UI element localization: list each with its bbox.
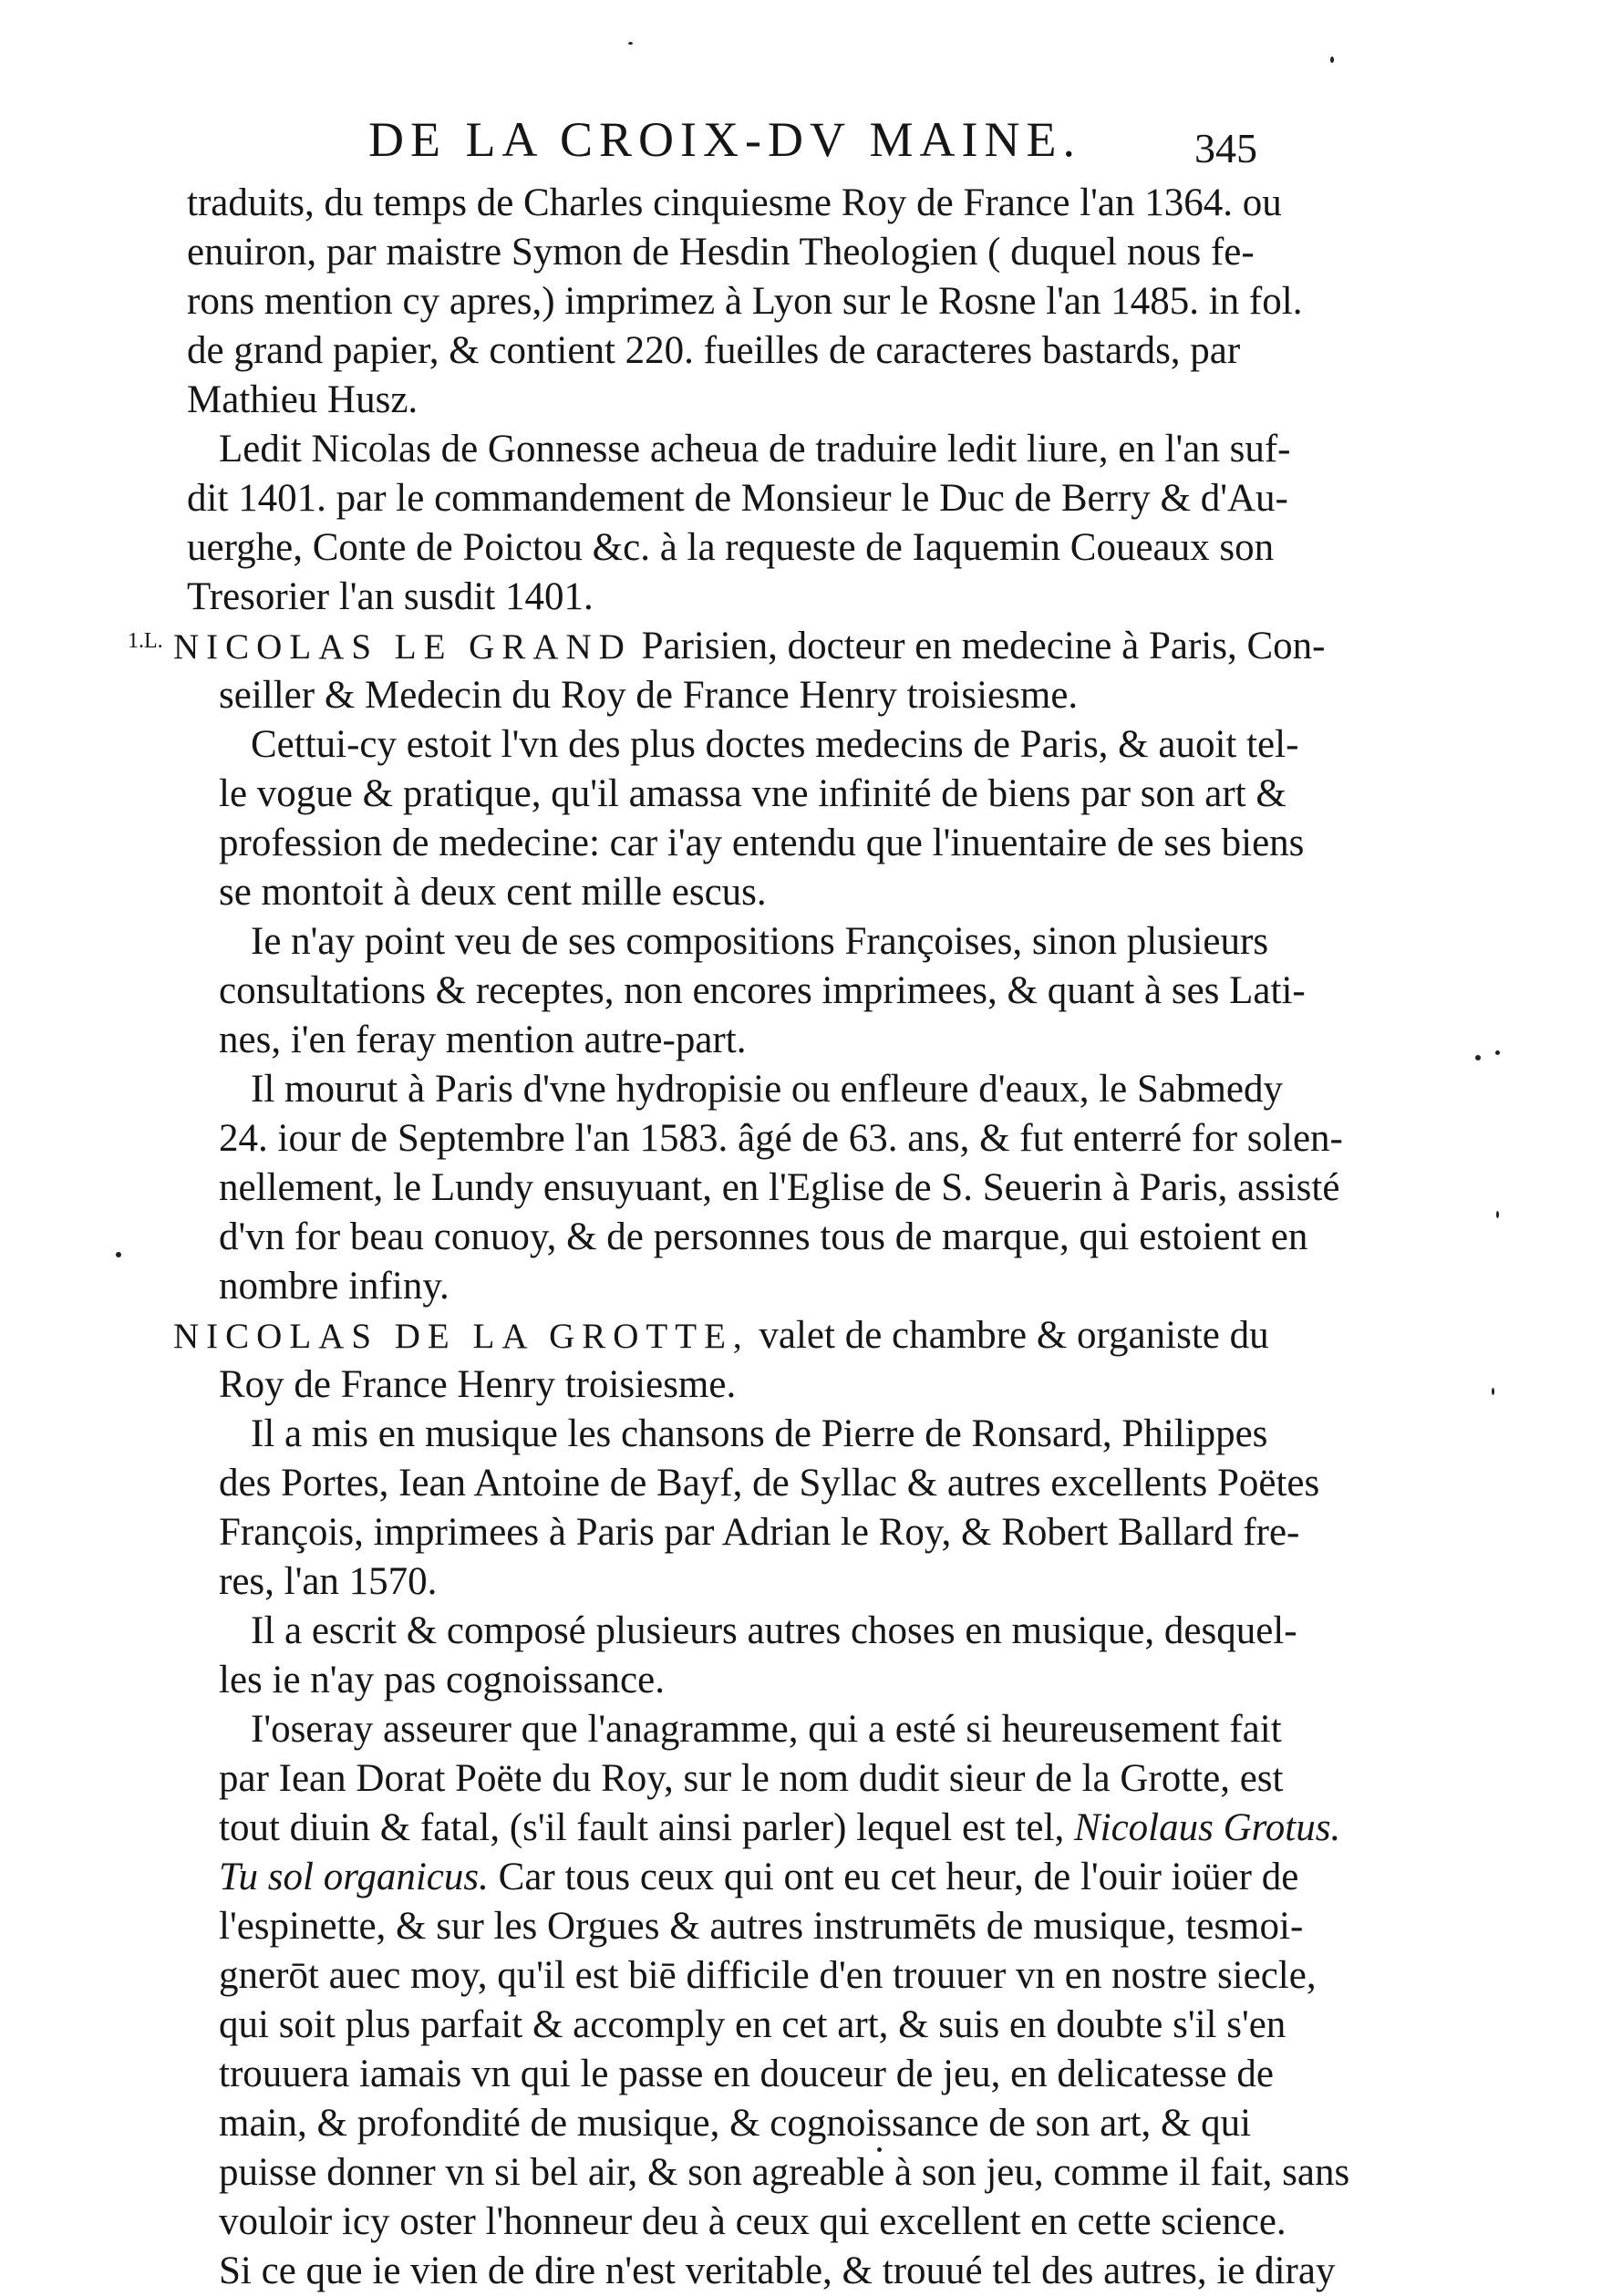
text-line: rons mention cy apres,) imprimez à Lyon sur le Rosne l'an 1485. in fol.	[187, 280, 1303, 323]
text-line: Ie n'ay point veu de ses compositions Françoises, sinon plusieurs	[251, 920, 1269, 963]
text-line: uerghe, Conte de Poictou &c. à la requeste de Iaquemin Coueaux son	[187, 526, 1275, 569]
text-line: I'oseray asseurer que l'anagramme, qui a esté si heureusement fait	[251, 1708, 1282, 1751]
ink-speck	[1496, 1211, 1499, 1218]
text-line: vouloir icy oster l'honneur deu à ceux qui excellent en cette science.	[219, 2200, 1286, 2243]
text-line	[219, 1853, 1298, 1902]
text-line: d'vn for beau conuoy, & de personnes tous de marque, qui estoient en	[219, 1215, 1308, 1258]
text-line: de grand papier, & contient 220. fueilles de caracteres bastards, par	[187, 329, 1241, 372]
text-line: Roy de France Henry troisiesme.	[219, 1363, 737, 1406]
margin-annotation: 1.L.	[128, 629, 163, 653]
text-line: traduits, du temps de Charles cinquiesme Roy de France l'an 1364. ou	[187, 181, 1282, 224]
entry-name: NICOLAS LE GRAND	[173, 627, 632, 667]
text-line: qui soit plus parfait & accomply en cet art, & suis en doubte s'il s'en	[219, 2003, 1286, 2046]
entry-heading-nicolas-le-grand	[173, 622, 1325, 672]
ink-speck	[628, 42, 633, 45]
text-line: l'espinette, & sur les Orgues & autres instrumēts de musique, tesmoi-	[219, 1905, 1304, 1948]
text-line: Cettui-cy estoit l'vn des plus doctes medecins de Paris, & auoit tel-	[251, 723, 1299, 766]
anagram-result: Tu sol organicus.	[219, 1856, 489, 1898]
entry-description: valet de chambre & organiste du	[749, 1314, 1269, 1357]
text-line: main, & profondité de musique, & cognoissance de son art, & qui	[219, 2102, 1252, 2145]
text-line: François, imprimees à Paris par Adrian le Roy, & Robert Ballard fre-	[219, 1511, 1300, 1554]
text-line: Il mourut à Paris d'vne hydropisie ou enfleure d'eaux, le Sabmedy	[251, 1068, 1284, 1111]
text-line: enuiron, par maistre Symon de Hesdin Theologien ( duquel nous fe-	[187, 231, 1255, 274]
text-line: par Iean Dorat Poëte du Roy, sur le nom dudit sieur de la Grotte, est	[219, 1757, 1284, 1800]
text-line: les ie n'ay pas cognoissance.	[219, 1659, 665, 1701]
entry-heading-nicolas-de-la-grotte	[173, 1311, 1269, 1361]
ink-speck	[1330, 57, 1334, 63]
text-run: tout diuin & fatal, (s'il fault ainsi parler) lequel est tel,	[219, 1806, 1074, 1849]
text-line: Mathieu Husz.	[187, 378, 418, 421]
text-line: des Portes, Iean Antoine de Bayf, de Syllac & autres excellents Poëtes	[219, 1462, 1320, 1505]
text-line: Si ce que ie vien de dire n'est veritable, & trouué tel des autres, ie diray	[219, 2249, 1336, 2292]
text-line: nombre infiny.	[219, 1265, 450, 1308]
ink-speck	[1475, 1055, 1481, 1060]
text-line: res, l'an 1570.	[219, 1560, 438, 1603]
text-line: puisse donner vn si bel air, & son agreable à son jeu, comme il fait, sans	[219, 2151, 1350, 2194]
ink-speck	[116, 1252, 121, 1257]
text-line: seiller & Medecin du Roy de France Henry troisiesme.	[219, 674, 1079, 717]
text-line: nes, i'en feray mention autre-part.	[219, 1019, 747, 1061]
text-line: dit 1401. par le commandement de Monsieur le Duc de Berry & d'Au-	[187, 477, 1288, 520]
text-line: Il a escrit & composé plusieurs autres choses en musique, desquel-	[251, 1609, 1297, 1652]
text-line: se montoit à deux cent mille escus.	[219, 871, 767, 914]
ink-speck	[1495, 1050, 1500, 1055]
text-line	[219, 1804, 1340, 1853]
text-line: 24. iour de Septembre l'an 1583. âgé de 63. ans, & fut enterré for solen-	[219, 1117, 1343, 1160]
text-line: profession de medecine: car i'ay entendu que l'inuentaire de ses biens	[219, 822, 1305, 864]
entry-description: Parisien, docteur en medecine à Paris, Con-	[631, 625, 1326, 667]
text-line: Ledit Nicolas de Gonnesse acheua de traduire ledit liure, en l'an suf-	[219, 428, 1291, 471]
text-line: Tresorier l'an susdit 1401.	[187, 575, 594, 618]
ink-speck	[1492, 1388, 1494, 1395]
text-line: Il a mis en musique les chansons de Pierre de Ronsard, Philippes	[251, 1412, 1268, 1455]
text-line: gnerōt auec moy, qu'il est biē difficile d'en trouuer vn en nostre siecle,	[219, 1954, 1317, 1997]
entry-name: NICOLAS DE LA GROTTE,	[173, 1317, 749, 1356]
anagram-name: Nicolaus Grotus.	[1073, 1806, 1341, 1849]
page-number: 345	[1194, 125, 1257, 171]
text-line: nellement, le Lundy ensuyuant, en l'Eglise de S. Seuerin à Paris, assisté	[219, 1166, 1340, 1209]
text-line: trouuera iamais vn qui le passe en douceur de jeu, en delicatesse de	[219, 2053, 1274, 2095]
text-run: Car tous ceux qui ont eu cet heur, de l'ouir ioüer de	[488, 1856, 1299, 1898]
running-title: DE LA CROIX-DV MAINE.	[368, 112, 1081, 167]
text-line: le vogue & pratique, qu'il amassa vne infinité de biens par son art &	[219, 772, 1286, 815]
text-line: consultations & receptes, non encores imprimees, & quant à ses Lati-	[219, 969, 1306, 1012]
